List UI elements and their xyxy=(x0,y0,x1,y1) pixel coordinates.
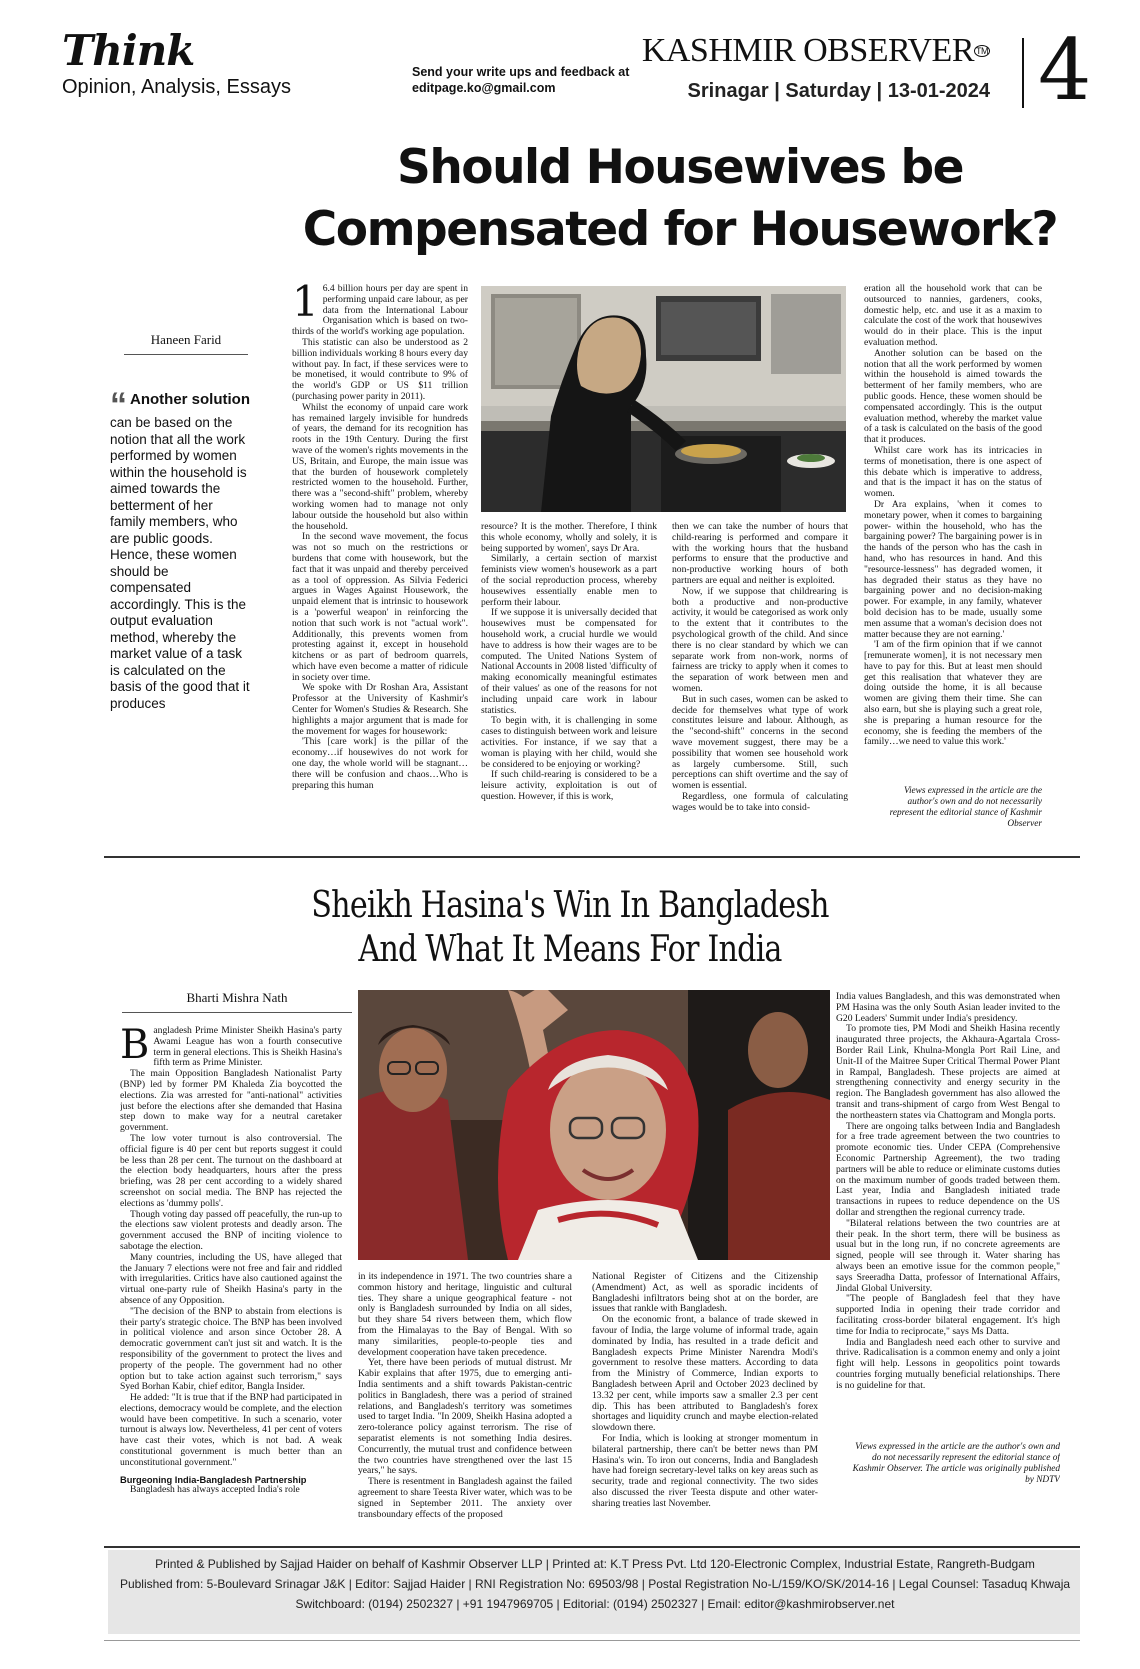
paragraph: There are ongoing talks between India and Bangladesh for a free trade agreement between the two countries to promote economic ties. Under CEPA (Comprehensive Economic Partnership Agreement), the two trading partners will be able to reduce or eliminate customs duties on the maximum number of goods traded between them. Last year, India and Bangladesh initiated trade transactions in rupees to reduce dependence on the US dollar and strengthen the regional currency trade. xyxy=(836,1120,1060,1218)
article1-headline xyxy=(300,137,1060,261)
paragraph: India values Bangladesh, and this was demonstrated when PM Hasina was the only South Asian leader invited to the G20 Leaders' Summit under India's presidency. xyxy=(836,992,1060,1024)
article2-photo-sheikh-hasina xyxy=(358,990,830,1260)
imprint-footer xyxy=(110,1554,1080,1614)
paragraph: Yet, there have been periods of mutual distrust. Mr Kabir explains that after 1975, due to emerging anti-India sentiments and a shift towards Pakistan-centric politics in Bangladesh, there was a period of strained relations, and Bangladesh's territory was sometimes used to target India. "In 2009, Sheikh Hasina adopted a zero-tolerance policy against terrorism. The rise of separatist elements is not something India desires. Concurrently, the mutual trust and confidence between the two countries have strengthened over the last 15 years," he says. xyxy=(358,1357,572,1477)
paragraph: Now, if we suppose that childrearing is both a productive and non-productive activity, it would be categorised as work only to the extent that it contributes to the psychological growth of the child. And since there is no clear standard by which we can separate work from non-work, norms of fairness are tricky to apply when it comes to the separation of work between men and women. xyxy=(672,585,848,694)
paragraph: Whilst care work has its intricacies in terms of monetisation, there is one aspect of this debate which is imperative to address, and that is the impact it has on the status of women. xyxy=(864,444,1042,500)
paragraph: Many countries, including the US, have alleged that the January 7 elections were not free and fair and riddled with irregularities. Critics have also cautioned against the virtual one-party rule of Sheikh Hasina's party in the absence of any Opposition. xyxy=(120,1251,342,1306)
paragraph: Though voting day passed off peacefully, the run-up to the elections saw violent protests and deadly arson. The government accused the BNP of inciting violence to sabotage the election. xyxy=(120,1208,342,1252)
paragraph: "Bilateral relations between the two countries are at their peak. In the short term, there will be business as usual but in the long run, if no concrete agreements are signed, people will see through it. Water sharing has always been an emotive issue for the common people," says Sreeradha Datta, professor of International Affairs, Jindal Global University. xyxy=(836,1217,1060,1294)
article2-disclaimer: Views expressed in the article are the author's own and do not necessarily represent the editorial stance of Kashmir Observer. The article was originally published by NDTV xyxy=(852,1442,1060,1485)
paragraph: Bangladesh has always accepted India's role xyxy=(130,1484,300,1496)
paragraph: This statistic can also be understood as 2 billion individuals working 8 hours every day without pay. In fact, if these services were to be monetised, it would contribute to 9% of the world's GDP or US $11 trillion (purchasing power parity in 2011). xyxy=(292,336,468,402)
dateline: Srinagar | Saturday | 13-01-2024 xyxy=(687,80,990,102)
quote-mark-icon: “ xyxy=(110,386,127,424)
section-tagline: Opinion, Analysis, Essays xyxy=(62,76,291,98)
paragraph: eration all the household work that can be outsourced to nannies, gardeners, cooks, domestic help, etc. and use it as a maxim to calculate the cost of the work that housewives would do in their place. This is the input evaluation method. xyxy=(864,284,1042,348)
imprint-line-3: Switchboard: (0194) 2502327 | +91 1947969705 | Editorial: (0194) 2502327 | Email: editor@kashmirobserver.net xyxy=(295,1597,895,1611)
paragraph: The low voter turnout is also controversial. The official figure is 40 per cent but reports suggest it could be less than 28 per cent. The turnout on the dashboard at the election body headquarters, hours after the press briefing, was 28 per cent according to a widely shared screenshot on social media. The BNP has rejected the elections as 'dummy polls'. xyxy=(120,1132,342,1209)
article2-subhead: Burgeoning India-Bangladesh Partnership xyxy=(120,1474,307,1485)
paragraph: Regardless, one formula of calculating wages would be to take into consid- xyxy=(672,790,848,813)
paragraph: To begin with, it is challenging in some cases to distinguish between work and leisure activities. For instance, if we say that a woman is playing with her child, would she be considered to be enjoying or working? xyxy=(481,715,657,770)
article1-dropcap: 1 xyxy=(292,284,319,326)
article2-column-3 xyxy=(592,1272,818,1524)
hasina-photo-illustration xyxy=(358,990,830,1260)
paragraph: If we suppose it is universally decided that housewives must be compensated for household work, a crucial hurdle we would have to address is how their wages are to be computed. The United Nations System of National Accounts in 2008 listed 'difficulty of making economically meaningful estimates of their values' as one of the reasons for not including unpaid care work in labour statistics. xyxy=(481,607,657,716)
imprint-line-1: Printed & Published by Sajjad Haider on behalf of Kashmir Observer LLP | Printed at: K.T Press Pvt. Ltd 120-Electronic Complex, Industrial Estate, Rangreth-Budgam xyxy=(155,1557,1035,1571)
submission-info xyxy=(412,64,629,96)
bottom-rule xyxy=(104,1640,1080,1641)
article2-dropcap: B xyxy=(120,1026,150,1068)
paragraph: angladesh Prime Minister Sheikh Hasina's party Awami League has won a fourth consecutive term in general elections. This is Sheikh Hasina's fifth term as Prime Minister. xyxy=(153,1026,342,1069)
paragraph: Another solution can be based on the notion that all the work performed by women within the household is aimed towards the betterment of her family members, who are public goods. Hence, these women should be compensated accordingly. This is the output evaluation method, whereby the market value of a task is calculated on the basis of the good that it produces. xyxy=(864,347,1042,446)
kitchen-photo-illustration xyxy=(481,286,846,512)
paragraph: The main Opposition Bangladesh Nationalist Party (BNP) led by former PM Khaleda Zia boycotted the elections. Zia was arrested for "anti-national" activities just before the elections after she demanded that Hasina step down to make way for a neutral caretaker government. xyxy=(120,1068,342,1134)
paragraph: For India, which is looking at stronger momentum in bilateral partnership, there can't be better news than PM Hasina's win. To iron out concerns, India and Bangladesh have had foreign secretary-level talks on key areas such as security, trade and regional connectivity. The two sides also discussed the river Teesta dispute and other water-sharing treaties last November. xyxy=(592,1432,818,1509)
paragraph: "The decision of the BNP to abstain from elections is their party's strategic choice. The BNP has been involved in political violence and arson since October 28. A democratic government can't just sit and watch. It is the responsibility of the government to protect the lives and property of the people. The government had no other option but to take action against such terrorism," says Syed Borhan Kabir, chief editor, Bangla Insider. xyxy=(120,1305,342,1393)
paragraph: But in such cases, women can be asked to decide for themselves what type of work constitutes leisure and labour. Although, as the "second-shift" concerns in the second wave movement suggest, there may be a possibility that women see household work as largely cumbersome. Still, such perceptions can shift overtime and the say of women is essential. xyxy=(672,693,848,792)
submission-email[interactable]: editpage.ko@gmail.com xyxy=(412,81,556,95)
section-divider xyxy=(104,856,1080,858)
paragraph: 6.4 billion hours per day are spent in performing unpaid care labour, as per data from the International Labour Organisation which is based on two-thirds of the world's working age population. xyxy=(292,284,468,338)
article2-column-1 xyxy=(120,1026,342,1520)
paragraph: We spoke with Dr Roshan Ara, Assistant Professor at the University of Kashmir's Center for Women's Studies & Research. She highlights a major argument that is made for the movement for wages for housework: xyxy=(292,682,468,737)
paragraph: India and Bangladesh need each other to survive and thrive. Radicalisation is a common enemy and only a joint fight will help. Lessons in geopolitics point towards countries forging mutually beneficial relationships. There is no guideline for that. xyxy=(836,1336,1060,1391)
article2-headline-line2: And What It Means For India xyxy=(358,929,782,970)
article1-column-4 xyxy=(864,284,1042,782)
article2-column-4 xyxy=(836,992,1060,1436)
paragraph: in its independence in 1971. The two countries share a common history and heritage, linguistic and cultural ties. They share a unique geographical feature - not only is Bangladesh surrounded by India on all sides, but they share 54 rivers between them, which flow from the Himalayas to the Bay of Bengal. With so many similarities, people-to-people ties and development cooperation have taken precedence. xyxy=(358,1272,572,1358)
pull-quote-lead: Another solution xyxy=(130,391,250,408)
imprint-line-2: Published from: 5-Boulevard Srinagar J&K | Editor: Sajjad Haider | RNI Registration No: 69503/98 | Postal Registration No-L/159/KO/SK/2014-16 | Legal Counsel: Tasaduq Khwaja xyxy=(119,1577,1071,1591)
paragraph: To promote ties, PM Modi and Sheikh Hasina recently inaugurated three projects, the Akhaura-Agartala Cross-Border Rail Link, Khulna-Mongla Port Rail Line, and Unit-II of the Maitree Super Critical Thermal Power Plant in Rampal, Bangladesh. These projects are aimed at strengthening connectivity and energy security in the region. The Bangladesh government has also allowed the transit and trans-shipment of cargo from West Bengal to the northeastern states via Chattogram and Mongla ports. xyxy=(836,1023,1060,1121)
article1-byline: Haneen Farid xyxy=(124,332,248,355)
masthead-divider xyxy=(1022,38,1024,108)
paragraph: 'I am of the firm opinion that if we cannot [remunerate women], it is not necessary men have to pay for this. But at least men should get this realisation that whatever they are doing outside the home, it is all because women are giving them their time. She can also earn, but she is playing such a great role, she is preparing a human resource for the economy, she is feeding the members of the family…we need to value this work.' xyxy=(864,639,1042,748)
article1-photo-woman-cooking xyxy=(481,286,846,512)
section-title: Think xyxy=(62,26,195,75)
article2-headline xyxy=(301,884,839,972)
paragraph: Dr Ara explains, 'when it comes to monetary power, when it comes to bargaining power- within the household, who has the bargaining power? The bargaining power is in the hands of the person who has the cash in hand, who has resources in hand. And this "resource-lessness" has degraded women, it has degraded their status as they have no bargaining power and no decision-making power. For example, in any family, whatever bold decision has to be made, usually some men assume that a woman's decision does not matter because they are not earning.' xyxy=(864,498,1042,640)
brand-name: KASHMIR OBSERVER xyxy=(641,32,974,69)
article2-byline: Bharti Mishra Nath xyxy=(122,990,352,1013)
paragraph: "The people of Bangladesh feel that they have supported India in opening their trade corridor and facilitating cross-border bilateral engagement. It's high time for India to reciprocate," says Ms Datta. xyxy=(836,1293,1060,1337)
paragraph: National Register of Citizens and the Citizenship (Amendment) Act, as well as sporadic incidents of Bangladeshi infiltrators being shot at on the border, are issues that rankle with Bangladesh. xyxy=(592,1272,818,1315)
paragraph: He added: "It is true that if the BNP had participated in elections, democracy would be complete, and the election would have been competitive. In such a scenario, voter turnout is always low. Nevertheless, 41 per cent of voters have cast their votes, which is not bad. A weak constitutional government is much better than an unconstitutional government." xyxy=(120,1392,342,1468)
footer-divider xyxy=(104,1546,1080,1548)
newspaper-brand xyxy=(642,34,990,68)
article1-column-1 xyxy=(292,284,468,830)
paragraph: If such child-rearing is considered to be a leisure activity, exploitation is out of question. However, if this is work, xyxy=(481,769,657,802)
paragraph: In the second wave movement, the focus was not so much on the restrictions or burdens that come with housework, but the fact that it was unpaid and thereby perceived as a tool of oppression. As Silvia Federici argues in Wages Against Housework, the unpaid element that is intrinsic to housework is a 'powerful weapon' in reinforcing the notion that such work is not "actual work". Additionally, this prevents women from protesting against it, except in household kitchens or as part of bedroom quarrels, which have even become a matter of ridicule in society over time. xyxy=(292,531,468,683)
article1-headline-line1: Should Housewives be xyxy=(396,140,963,195)
paragraph: then we can take the number of hours that child-rearing is performed and compare it with the working hours that the husband performs to ensure that the productive and non-productive working hours of both partners are equal and neither is exploited. xyxy=(672,522,848,586)
paragraph: resource? It is the mother. Therefore, I think this whole economy, wholly and solely, it is being supported by women', says Dr Ara. xyxy=(481,522,657,554)
pull-quote-body: can be based on the notion that all the work performed by women within the household is aimed towards the betterment of her family members, who are public goods. Hence, these women should be compensated accordingly. This is the output evaluation method, whereby the market value of a task is calculated on the basis of the good that it produces xyxy=(110,415,250,711)
page-number: 4 xyxy=(1038,21,1092,119)
article1-column-3 xyxy=(672,522,848,830)
paragraph: Similarly, a certain section of marxist feminists view women's housework as a part of the social reproduction process, whereby housewives essentially enable men to perform their labour. xyxy=(481,553,657,608)
trademark-mark: TM xyxy=(976,46,988,56)
paragraph: Whilst the economy of unpaid care work has remained largely invisible for hundreds of years, the demand for its recognition has roots in the 19th Century. During the first wave of the women's rights movements in the US, Britain, and Europe, the main issue was that the burden of housework completely restricted women to the household. Further, there was a "second-shift" problem, whereby working women had to manage not only labour outside the household but also within the household. xyxy=(292,401,468,532)
article2-column-2 xyxy=(358,1272,572,1524)
paragraph: There is resentment in Bangladesh against the failed agreement to share Teesta River water, which was to be signed in September 2011. The anxiety over transboundary effects of the proposed xyxy=(358,1476,572,1520)
paragraph: On the economic front, a balance of trade skewed in favour of India, the large volume of informal trade, again dominated by India, has resulted in a trade deficit and Bangladesh expects Prime Minister Narendra Modi's government to resolve these matters. According to data from the Ministry of Commerce, Indian exports to Bangladesh between April and October 2023 declined by 13.32 per cent, while imports saw a smaller 2.3 per cent dip. This has been attributed to Bangladesh's forex shortages and liquidity crunch and maybe election-related slowdown there. xyxy=(592,1314,818,1434)
article1-column-2 xyxy=(481,522,657,830)
article1-disclaimer: Views expressed in the article are the author's own and do not necessarily represent the editorial stance of Kashmir Observer xyxy=(889,786,1042,829)
article1-pull-quote xyxy=(110,386,250,712)
submission-text: Send your write ups and feedback at xyxy=(412,65,630,79)
article1-headline-line2: Compensated for Housework? xyxy=(302,202,1058,257)
article2-headline-line1: Sheikh Hasina's Win In Bangladesh xyxy=(311,885,829,926)
paragraph: 'This [care work] is the pillar of the economy…if housewives do not work for one day, the whole world will be stagnant…there will be confusion and chaos…Who is preparing this human xyxy=(292,736,468,791)
